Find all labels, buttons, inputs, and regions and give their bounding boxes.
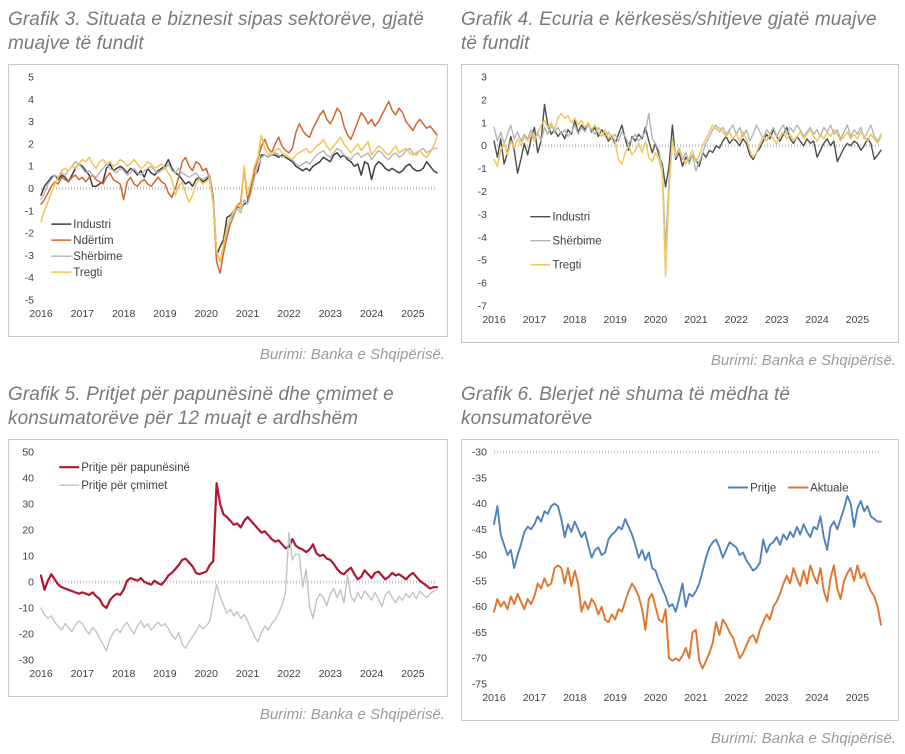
x-axis-tick-label: 2025 [845,692,870,704]
x-axis-tick-label: 2023 [318,308,342,320]
x-axis-tick-label: 2017 [522,692,547,704]
series-line-industri [494,105,881,187]
y-axis-tick-label: -50 [471,549,487,562]
x-axis-tick-label: 2022 [277,668,301,680]
x-axis-tick-label: 2022 [277,308,301,320]
chart-frame-grafik6 [461,439,899,721]
legend-label-pritje: Pritje [750,482,777,495]
x-axis-tick-label: 2025 [401,308,425,320]
chart-frame-grafik5 [8,439,448,697]
line-chart-grafik6 [462,440,891,720]
y-axis-tick-label: -45 [471,523,487,536]
line-chart-grafik3 [9,65,447,336]
y-axis-tick-label: 0 [28,576,34,589]
y-axis-tick-label: 0 [481,140,487,153]
y-axis-tick-label: -10 [18,602,34,615]
y-axis-tick-label: -60 [471,601,487,614]
y-axis-tick-label: 1 [481,117,487,130]
x-axis-tick-label: 2019 [603,314,627,326]
y-axis-tick-label: -40 [471,498,487,511]
x-axis-tick-label: 2019 [153,668,177,680]
legend-label-pritje-p-r-papun-sin: Pritje për papunësinë [81,462,190,475]
y-axis-tick-label: 50 [22,446,34,459]
y-axis-tick-label: 20 [22,524,34,537]
x-axis-tick-label: 2024 [359,308,384,320]
x-axis-tick-label: 2018 [563,314,587,326]
chart-panel-grafik3 [8,6,448,375]
x-axis-tick-label: 2017 [70,668,95,680]
source-caption-grafik3: Burimi: Banka e Shqipërisë. [259,346,445,363]
y-axis-tick-label: -1 [24,205,34,218]
series-line-pritje [494,496,881,612]
chart-title-grafik4: Grafik 4. Ecuria e kërkesës/shitjeve gjatë muajve të fundit [461,9,877,54]
y-axis-tick-label: 40 [22,472,34,485]
x-axis-tick-label: 2024 [359,668,384,680]
x-axis-tick-label: 2020 [194,308,218,320]
x-axis-tick-label: 2016 [29,668,53,680]
chart-panel-grafik6 [461,381,899,753]
y-axis-tick-label: 0 [28,183,34,195]
y-axis-tick-label: 3 [28,116,34,129]
x-axis-tick-label: 2018 [563,692,587,704]
y-axis-tick-label: -7 [477,300,487,313]
y-axis-tick-label: -2 [24,227,34,240]
x-axis-tick-label: 2020 [643,692,668,704]
x-axis-tick-label: 2021 [684,314,708,326]
y-axis-tick-label: 4 [28,93,34,106]
chart-title-grafik5: Grafik 5. Pritjet për papunësinë dhe çmimet e konsumatorëve për 12 muajt e ardhshëm [8,384,394,429]
x-axis-tick-label: 2025 [845,314,870,326]
chart-title-grafik6: Grafik 6. Blerjet në shuma të mëdha të konsumatorëve [461,384,791,429]
legend-label-tregti: Tregti [552,259,582,272]
y-axis-tick-label: -5 [24,294,34,307]
legend-label-sh-rbime: Shërbime [552,235,602,248]
chart-title-grafik3: Grafik 3. Situata e biznesit sipas sektorëve, gjatë muajve të fundit [8,9,424,54]
legend-label-industri: Industri [73,219,112,232]
legend-label-industri: Industri [552,211,591,224]
y-axis-tick-label: -65 [471,626,487,639]
legend-label-nd-rtim: Ndërtim [73,235,114,248]
y-axis-tick-label: -75 [471,678,487,691]
x-axis-tick-label: 2021 [235,308,260,320]
x-axis-tick-label: 2016 [482,314,506,326]
x-axis-tick-label: 2025 [401,668,425,680]
y-axis-tick-label: -30 [18,654,34,667]
y-axis-tick-label: -5 [477,254,487,267]
y-axis-tick-label: -20 [18,628,34,641]
y-axis-tick-label: -3 [477,208,487,221]
y-axis-tick-label: 5 [28,71,34,84]
chart-panel-grafik4 [461,6,899,375]
x-axis-tick-label: 2022 [724,314,748,326]
y-axis-tick-label: -30 [471,446,487,459]
chart-frame-grafik4 [461,64,899,343]
line-chart-grafik5 [9,440,447,696]
y-axis-tick-label: 2 [28,138,34,151]
y-axis-tick-label: -1 [477,163,487,176]
series-line-aktuale [494,565,881,668]
y-axis-tick-label: -4 [477,231,487,244]
y-axis-tick-label: -2 [477,186,487,198]
x-axis-tick-label: 2018 [111,308,136,320]
series-line-pritje-p-r-mimet [41,533,437,651]
y-axis-tick-label: 3 [481,71,487,84]
x-axis-tick-label: 2024 [805,692,829,704]
x-axis-tick-label: 2023 [318,668,342,680]
x-axis-tick-label: 2023 [764,314,789,326]
legend-label-aktuale: Aktuale [810,482,849,495]
x-axis-tick-label: 2016 [29,308,53,320]
y-axis-tick-label: -4 [24,272,34,285]
source-caption-grafik6: Burimi: Banka e Shqipërisë. [710,730,896,747]
y-axis-tick-label: 1 [28,160,34,173]
x-axis-tick-label: 2017 [70,308,95,320]
x-axis-tick-label: 2018 [111,668,136,680]
y-axis-tick-label: -70 [471,652,487,665]
y-axis-tick-label: 10 [22,550,34,563]
chart-panel-grafik5 [8,381,448,753]
line-chart-grafik4 [462,65,891,342]
x-axis-tick-label: 2019 [603,692,627,704]
y-axis-tick-label: -55 [471,575,487,588]
chart-frame-grafik3 [8,64,448,337]
y-axis-tick-label: 2 [481,94,487,107]
source-caption-grafik4: Burimi: Banka e Shqipërisë. [710,352,896,369]
legend-label-tregti: Tregti [73,267,103,280]
y-axis-tick-label: -35 [471,472,487,485]
x-axis-tick-label: 2021 [235,668,260,680]
y-axis-tick-label: -3 [24,249,34,262]
x-axis-tick-label: 2020 [194,668,218,680]
x-axis-tick-label: 2020 [643,314,668,326]
source-caption-grafik5: Burimi: Banka e Shqipërisë. [259,706,445,723]
series-line-tregti [494,114,881,277]
x-axis-tick-label: 2022 [724,692,748,704]
x-axis-tick-label: 2016 [482,692,506,704]
x-axis-tick-label: 2021 [684,692,708,704]
x-axis-tick-label: 2024 [805,314,829,326]
x-axis-tick-label: 2019 [153,308,177,320]
x-axis-tick-label: 2017 [522,314,547,326]
y-axis-tick-label: 30 [22,498,34,511]
y-axis-tick-label: -6 [477,277,487,290]
legend-label-pritje-p-r-mimet: Pritje për çmimet [81,480,168,493]
legend-label-sh-rbime: Shërbime [73,251,123,264]
x-axis-tick-label: 2023 [764,692,789,704]
series-line-pritje-p-r-papun-sin [41,483,437,608]
